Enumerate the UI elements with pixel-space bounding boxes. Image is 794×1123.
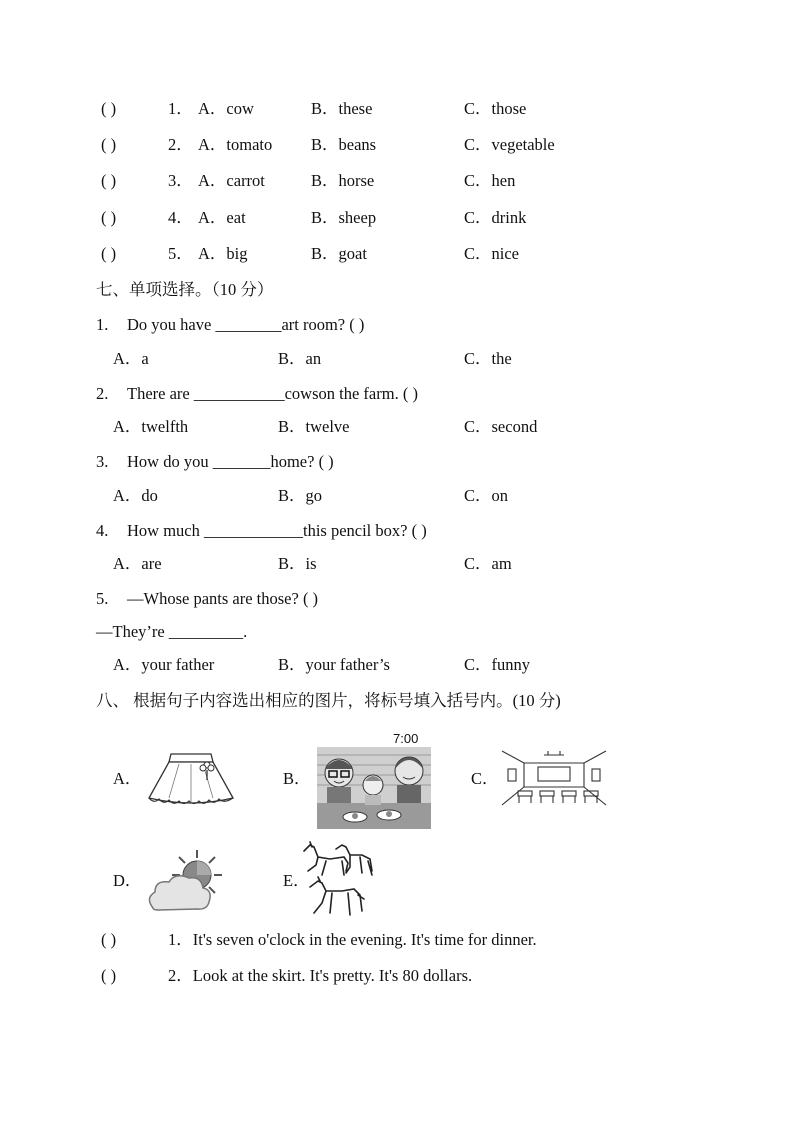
option-b: B．these xyxy=(311,99,373,118)
answer-parentheses[interactable]: ( ) xyxy=(101,135,117,154)
classroom-picture xyxy=(500,749,608,807)
question-text: How do you _______home? ( ) xyxy=(127,452,334,471)
picture-label-c: C． xyxy=(471,769,499,788)
question-number: 1. xyxy=(96,315,109,334)
option-b: B．beans xyxy=(311,135,377,154)
option-c: C．nice xyxy=(464,244,519,263)
answer-parentheses[interactable]: ( ) xyxy=(101,208,117,227)
question-number: 5. xyxy=(96,589,109,608)
option-a: A．tomato xyxy=(198,135,273,154)
picture-label-b: B． xyxy=(283,769,311,788)
option-b: B．horse xyxy=(311,171,375,190)
option-a: A．twelfth xyxy=(113,417,189,436)
option-a: A．your father xyxy=(113,655,215,674)
answer-parentheses[interactable]: ( ) xyxy=(101,930,117,949)
option-b: B．an xyxy=(278,349,322,368)
section-7-title: 七、单项选择。（10 分） xyxy=(96,280,274,299)
option-c: C．funny xyxy=(464,655,530,674)
question-number: 3． xyxy=(168,171,193,190)
option-a: A．big xyxy=(198,244,248,263)
question-text: How much ____________this pencil box? ( ) xyxy=(127,521,427,540)
option-c: C．drink xyxy=(464,208,527,227)
question-number: 5． xyxy=(168,244,193,263)
question-text: Do you have ________art room? ( ) xyxy=(127,315,365,334)
option-c: C．vegetable xyxy=(464,135,555,154)
question-text: There are ___________cowson the farm. ( ) xyxy=(127,384,418,403)
skirt-picture xyxy=(143,748,239,808)
option-c: C．on xyxy=(464,486,509,505)
option-b: B．sheep xyxy=(311,208,377,227)
question-number: 2． xyxy=(168,135,193,154)
question-number: 2. xyxy=(96,384,109,403)
clock-time-text: 7:00 xyxy=(393,731,419,746)
option-a: A．a xyxy=(113,349,149,368)
question-text: —Whose pants are those? ( ) xyxy=(127,589,319,608)
question-number: 1． xyxy=(168,99,193,118)
option-a: A．do xyxy=(113,486,158,505)
option-c: C．the xyxy=(464,349,512,368)
family-dinner-picture xyxy=(317,747,431,829)
picture-label-e: E． xyxy=(283,871,310,890)
option-c: C．second xyxy=(464,417,538,436)
picture-label-a: A． xyxy=(113,769,142,788)
answer-parentheses[interactable]: ( ) xyxy=(101,244,117,263)
option-b: B．your father’s xyxy=(278,655,390,674)
sun-cloud-picture xyxy=(145,848,227,914)
option-a: A．carrot xyxy=(198,171,265,190)
option-c: C．hen xyxy=(464,171,516,190)
answer-parentheses[interactable]: ( ) xyxy=(101,171,117,190)
option-a: A．eat xyxy=(198,208,246,227)
option-b: B．goat xyxy=(311,244,367,263)
answer-parentheses[interactable]: ( ) xyxy=(101,966,117,985)
horses-picture xyxy=(300,841,374,917)
question-response-line: —They’re _________. xyxy=(96,622,248,641)
option-b: B．is xyxy=(278,554,317,573)
match-sentence: 1．It's seven o'clock in the evening. It's time for dinner. xyxy=(168,930,537,949)
option-b: B．go xyxy=(278,486,323,505)
match-sentence: 2．Look at the skirt. It's pretty. It's 80 dollars. xyxy=(168,966,473,985)
option-b: B．twelve xyxy=(278,417,350,436)
answer-parentheses[interactable]: ( ) xyxy=(101,99,117,118)
option-a: A．cow xyxy=(198,99,254,118)
question-number: 4. xyxy=(96,521,109,540)
question-number: 4． xyxy=(168,208,193,227)
picture-label-d: D． xyxy=(113,871,142,890)
section-8-title: 八、 根据句子内容选出相应的图片，将标号填入括号内。(10 分) xyxy=(96,691,561,710)
option-c: C．those xyxy=(464,99,527,118)
option-a: A．are xyxy=(113,554,162,573)
option-c: C．am xyxy=(464,554,512,573)
question-number: 3. xyxy=(96,452,109,471)
